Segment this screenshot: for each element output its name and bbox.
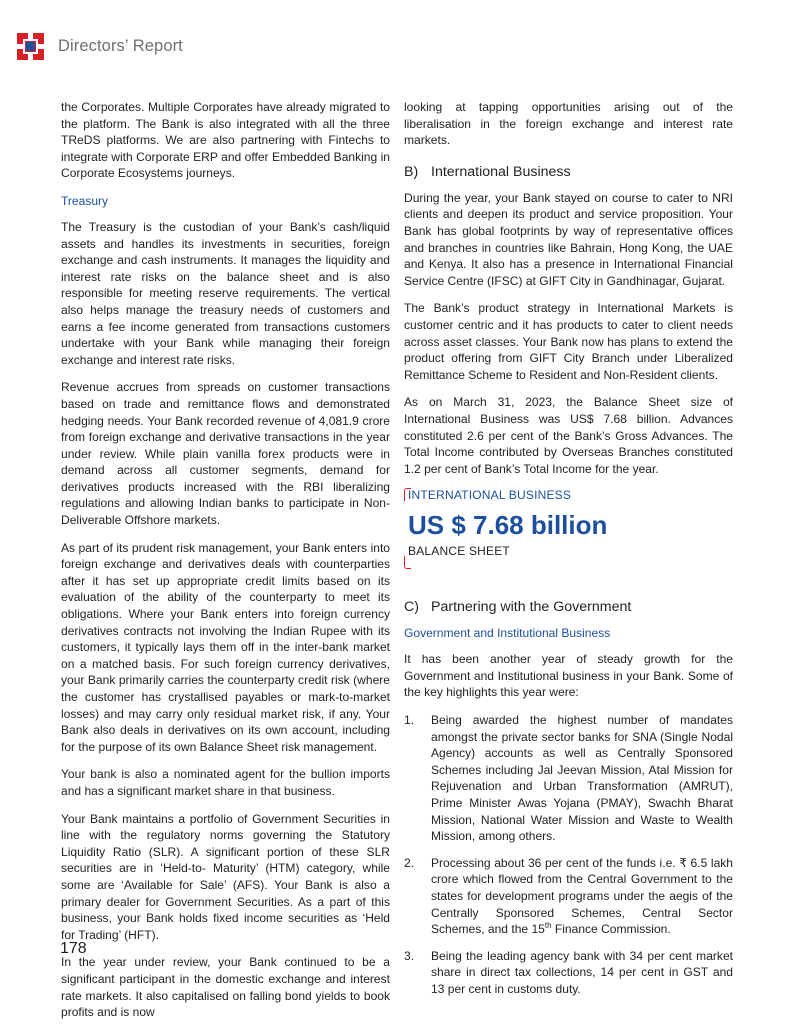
paragraph: As on March 31, 2023, the Balance Sheet size of International Business was US$ 7.68 billion. Advances constituted 2.6 per cent of the Bank’s Gross Advances. The Total Income contributed by Overseas Branches constituted 1.2 per cent of Bank’s Total Income for the year. — [404, 395, 733, 476]
list-item — [404, 855, 733, 938]
section-letter: B) — [404, 163, 419, 180]
left-column — [61, 99, 390, 1032]
right-column — [404, 99, 733, 1008]
paragraph: The Bank’s product strategy in International Markets is customer centric and it has products to cater to client needs across asset classes. Your Bank now has plans to extend the product offering from GIFT City Branch under Liberalized Remittance Scheme to Resident and Non-Resident clients. — [404, 301, 733, 382]
paragraph: Revenue accrues from spreads on customer transactions based on trade and remittance flows and demonstrated hedging needs. Your Bank recorded revenue of 4,081.9 crore from foreign exchange and derivative transactions in the year under review. While plain vanilla forex products were in demand across all customer segments, demand for derivatives products increased with the RBI liberalizing regulations and allowing Indian banks to participate in Non-Deliverable Offshore markets. — [61, 380, 390, 528]
section-title: International Business — [431, 163, 571, 180]
list-text — [431, 855, 733, 938]
list-text-part: Finance Commission. — [551, 922, 671, 937]
superscript: th — [544, 921, 552, 931]
list-number: 1. — [404, 713, 415, 728]
paragraph: the Corporates. Multiple Corporates have already migrated to the platform. The Bank is also integrated with all the three TReDS platforms. We are also partnering with Fintechs to integrate with Corporate ERP and offer Embedded Banking in Corporate Ecosystems journeys. — [61, 100, 390, 181]
section-heading-government — [404, 598, 733, 616]
paragraph: looking at tapping opportunities arising out of the liberalisation in the foreign exchange and interest rate markets. — [404, 100, 733, 148]
highlight-label: INTERNATIONAL BUSINESS — [408, 488, 572, 503]
list-text: Being the leading agency bank with 34 per cent market share in direct tax collections, 14 per cent in GST and 13 per cent in customs duty. — [431, 948, 733, 996]
list-text-part: Processing about 36 per cent of the funds i.e. ₹ 6.5 lakh crore which flowed from the Central Government to the states for development programs under the aegis of the Centrally Sponsored Schemes, Central Sector Schemes, and the 15 — [431, 855, 733, 937]
section-title: Partnering with the Government — [431, 599, 632, 616]
paragraph: Your bank is also a nominated agent for the bullion imports and has a significant market share in that business. — [61, 767, 390, 798]
gov-heading: Government and Institutional Business — [404, 626, 611, 641]
bracket-decoration — [404, 488, 411, 501]
paragraph: Your Bank maintains a portfolio of Government Securities in line with the regulatory norms governing the Statutory Liquidity Ratio (SLR). A significant portion of these SLR securities are in ‘Held-to- Maturity’ (HTM) category, while some are ‘Available for Sale’ (AFS). Your Bank is also a primary dealer for Government Securities. As a part of this business, your Bank holds fixed income securities as ‘Held for Trading’ (HFT). — [61, 811, 390, 942]
paragraph: It has been another year of steady growth for the Government and Institutional business in your Bank. Some of the key highlights this year were: — [404, 652, 733, 700]
paragraph: In the year under review, your Bank continued to be a significant participant in the domestic exchange and interest rate markets. It also capitalised on falling bond yields to book profits and is now — [61, 955, 390, 1020]
page-number: 178 — [60, 940, 87, 957]
section-heading-international — [404, 163, 733, 181]
list-item — [404, 712, 733, 845]
paragraph: The Treasury is the custodian of your Bank’s cash/liquid assets and handles its investments in securities, foreign exchange and cash instruments. It manages the liquidity and interest rate risks on the balance sheet and is also responsible for meeting reserve requirements. The vertical also helps manage the treasury needs of customers and earns a fee income generated from transactions customers undertake with your Bank while managing their foreign exchange and interest rate risks. — [61, 219, 390, 367]
highlight-callout — [404, 488, 733, 568]
highlight-sublabel: BALANCE SHEET — [408, 544, 510, 559]
bank-logo-icon — [17, 33, 44, 60]
treasury-heading: Treasury — [61, 193, 109, 208]
bracket-decoration — [404, 556, 411, 569]
list-item — [404, 948, 733, 998]
list-number: 2. — [404, 855, 415, 870]
highlights-list — [404, 712, 733, 998]
highlight-value: US $ 7.68 billion — [408, 510, 608, 541]
paragraph: During the year, your Bank stayed on course to cater to NRI clients and deepen its product and service proposition. Your Bank has global footprints by way of representative offices and branches in countries like Bahrain, Hong Kong, the UAE and Kenya. It also has a presence in International Financial Service Centre (IFSC) at GIFT City in Gandhinagar, Gujarat. — [404, 190, 733, 288]
paragraph: As part of its prudent risk management, your Bank enters into foreign exchange and derivatives deals with counterparties after it has set up appropriate credit limits based on its evaluation of the ability of the counterparty to meet its obligations. Where your Bank enters into foreign currency derivatives contracts not involving the Indian Rupee with its customers, it typically lays them off in the inter-bank market on a matched basis. For such foreign currency derivatives, your Bank primarily carries the counterparty credit risk (where the customer has crystallised payables or mark-to-market losses) and may carry only residual market risk, if any. Your Bank also deals in derivatives on its own account, including for the purpose of its own Balance Sheet risk management. — [61, 540, 390, 754]
header-title: Directors’ Report — [58, 36, 183, 55]
list-number: 3. — [404, 948, 415, 963]
list-text: Being awarded the highest number of mandates amongst the private sector banks for SNA (Single Nodal Agency) accounts as well as Centrally Sponsored Schemes including Jal Jeevan Mission, Atal Mission for Rejuvenation and Urban Transformation (AMRUT), Prime Minister Awas Yojana (PMAY), Swachh Bharat Mission, National Water Mission and Waste to Wealth Mission, among others. — [431, 713, 733, 844]
page-header — [17, 31, 183, 61]
section-letter: C) — [404, 599, 419, 616]
